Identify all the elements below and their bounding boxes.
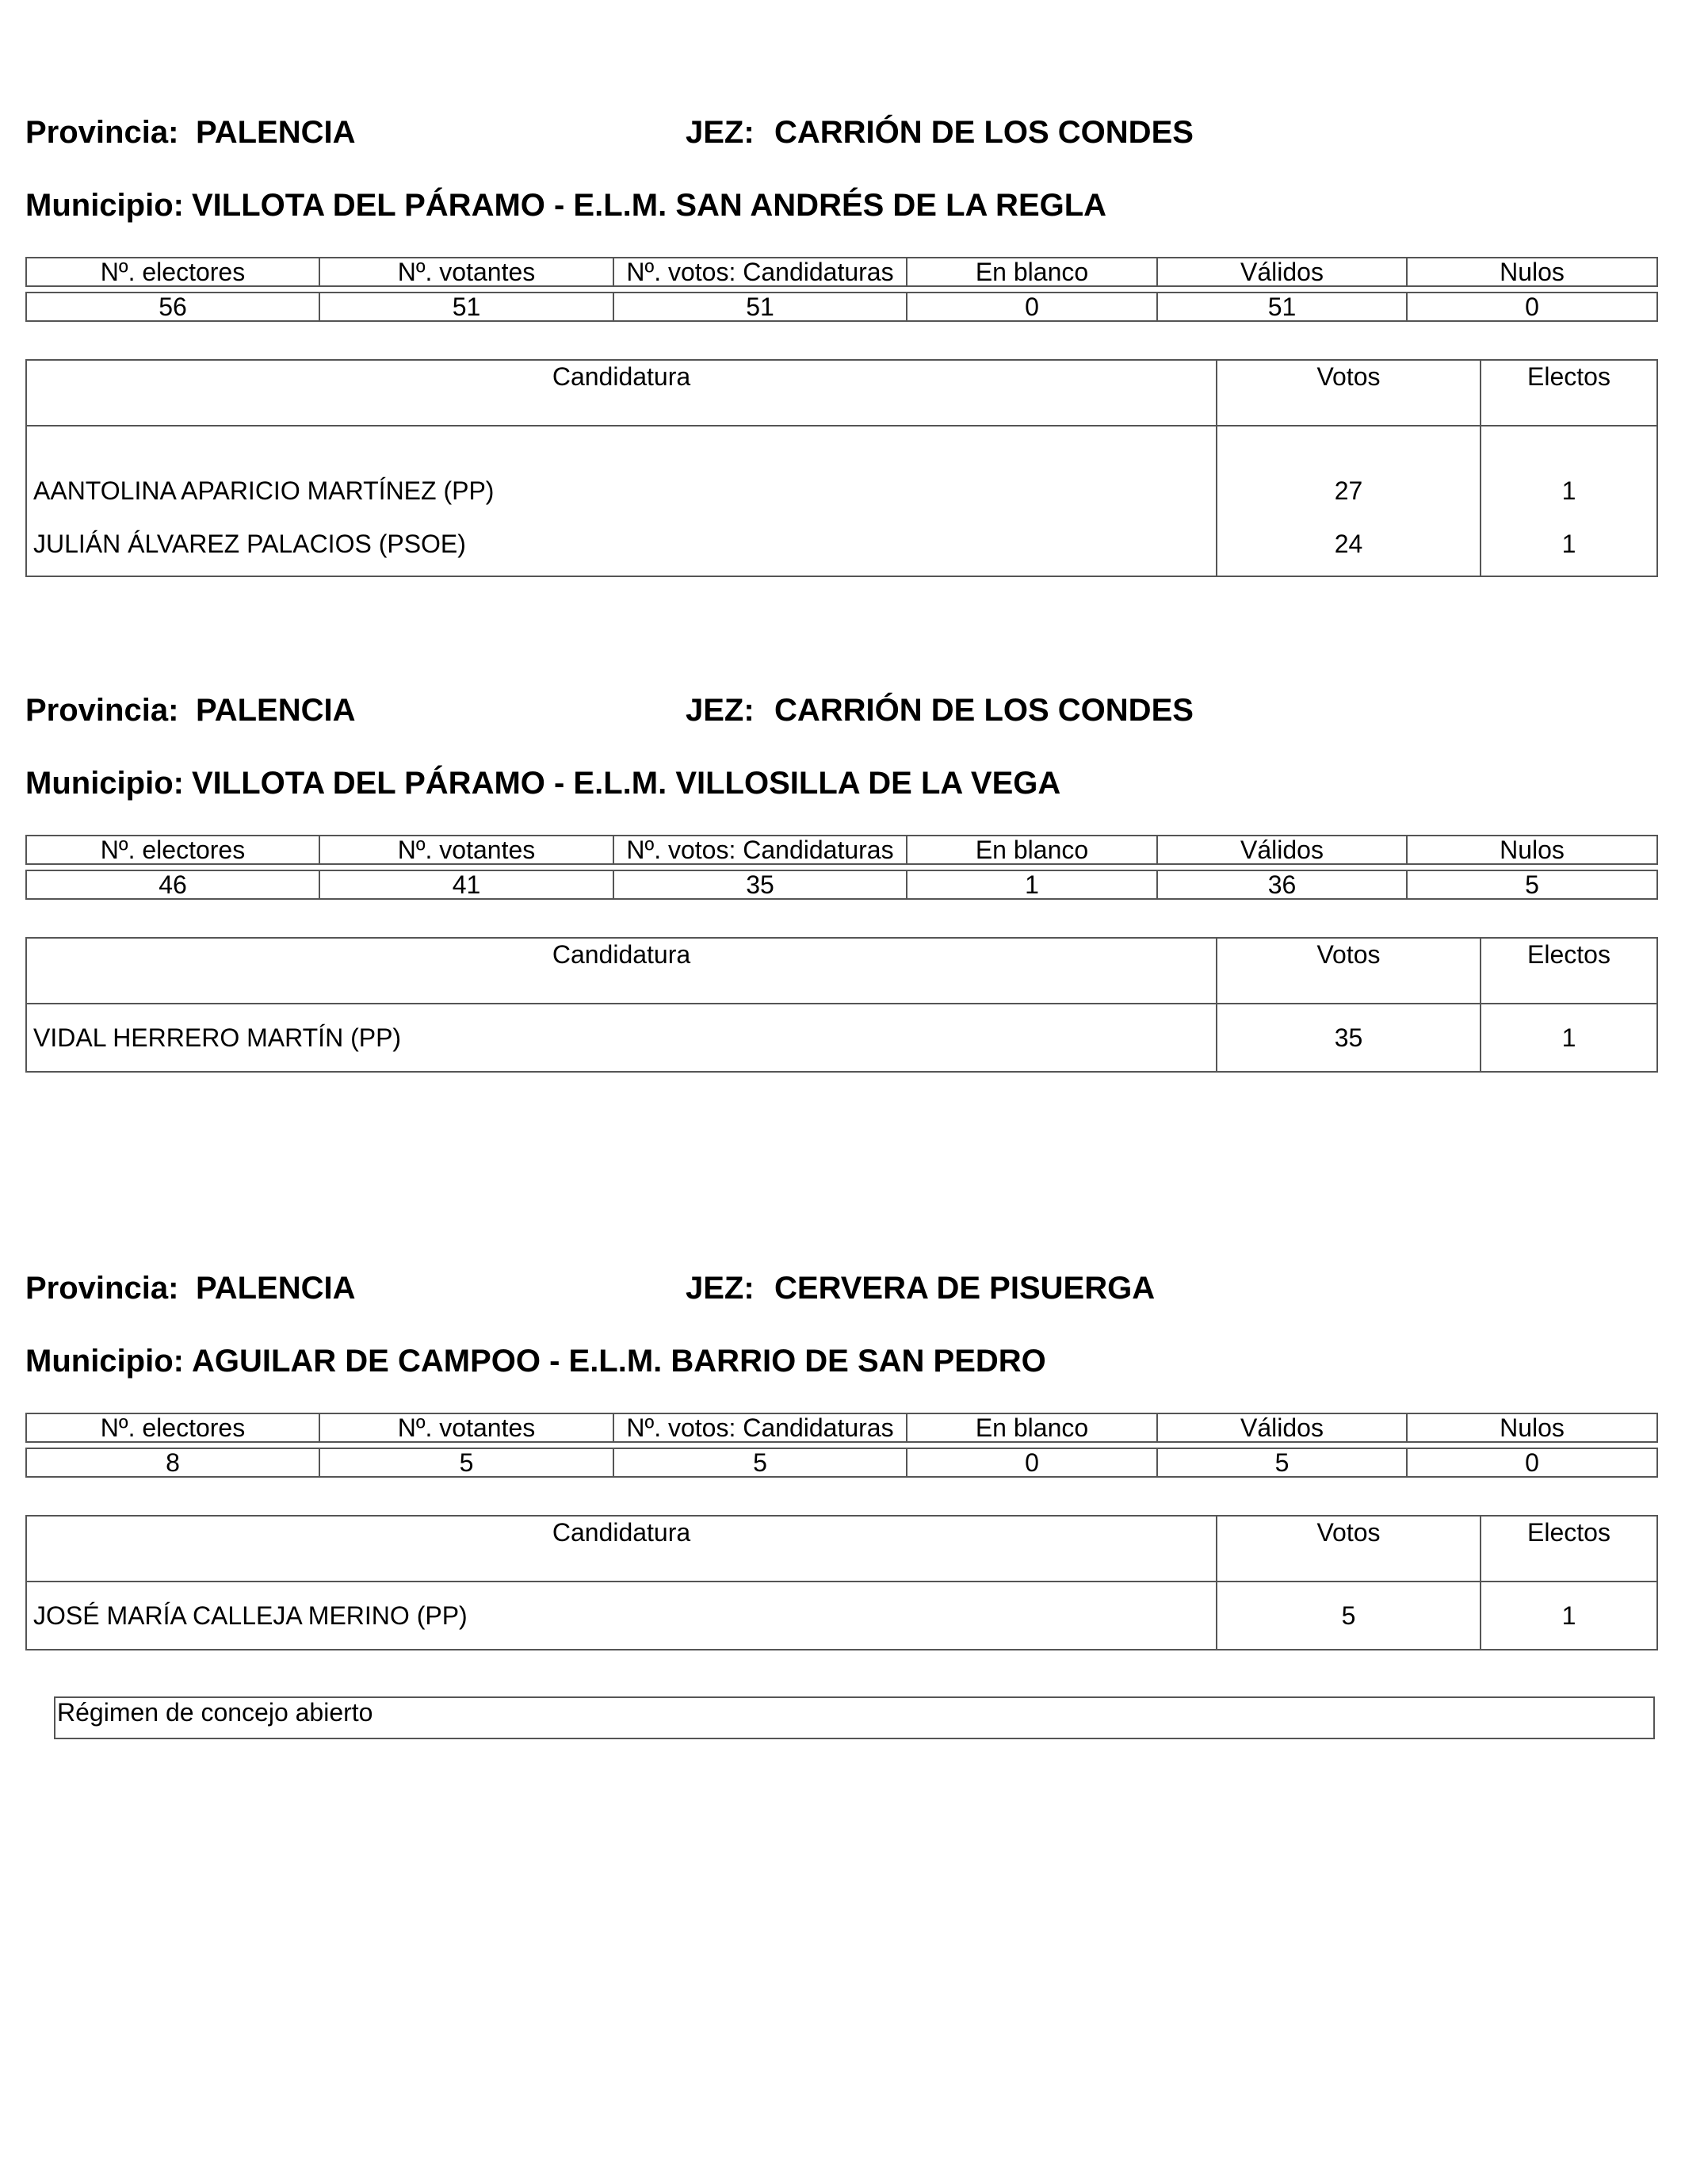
stats-header-row [26,836,1657,864]
header-validos: Válidos [1157,1413,1407,1442]
candidates-header-row [26,1516,1657,1582]
jez-value: CARRIÓN DE LOS CONDES [774,693,1194,728]
header-en-blanco: En blanco [907,258,1157,286]
header-votos-candidaturas: Nº. votos: Candidaturas [613,258,907,286]
stats-header-row [26,1413,1657,1442]
provincia-value: PALENCIA [196,115,356,150]
candidate-row [26,1582,1657,1650]
header-electos: Electos [1481,938,1657,1004]
header-en-blanco: En blanco [907,1413,1157,1442]
candidates-header-row [26,360,1657,426]
header-validos: Válidos [1157,258,1407,286]
municipio-value: AGUILAR DE CAMPOO - E.L.M. BARRIO DE SAN PEDRO [191,1344,1046,1379]
stats-table [25,1413,1658,1478]
header-candidatura: Candidatura [26,938,1217,1004]
provincia-label: Provincia: [25,693,179,728]
header-electos: Electos [1481,360,1657,426]
candidate-votos: 27 [1217,426,1481,512]
header-votos-candidaturas: Nº. votos: Candidaturas [613,836,907,864]
value-validos: 5 [1157,1448,1407,1477]
candidates-table [25,359,1658,577]
candidate-name: AANTOLINA APARICIO MARTÍNEZ (PP) [26,426,1217,512]
value-en-blanco: 0 [907,1448,1157,1477]
candidate-row [26,512,1657,576]
candidates-table [25,1515,1658,1650]
header-votos: Votos [1217,360,1481,426]
municipio-row [25,766,1060,801]
value-nulos: 0 [1407,1448,1657,1477]
candidate-row [26,426,1657,512]
value-nulos: 5 [1407,870,1657,899]
value-votantes: 5 [319,1448,613,1477]
header-votos: Votos [1217,938,1481,1004]
candidate-row [26,1004,1657,1072]
value-votos-candidaturas: 35 [613,870,907,899]
stats-value-row [26,293,1657,321]
provincia-label: Provincia: [25,1271,179,1306]
candidate-name: JULIÁN ÁLVAREZ PALACIOS (PSOE) [26,512,1217,576]
header-electores: Nº. electores [26,1413,319,1442]
value-votos-candidaturas: 5 [613,1448,907,1477]
value-votos-candidaturas: 51 [613,293,907,321]
candidate-electos: 1 [1481,1004,1657,1072]
header-nulos: Nulos [1407,258,1657,286]
value-validos: 51 [1157,293,1407,321]
note-box: Régimen de concejo abierto [54,1696,1655,1739]
header-votantes: Nº. votantes [319,258,613,286]
candidate-votos: 35 [1217,1004,1481,1072]
stats-table [25,835,1658,900]
provincia-value: PALENCIA [196,1271,356,1306]
jez-value: CERVERA DE PISUERGA [774,1271,1156,1306]
candidate-electos: 1 [1481,1582,1657,1650]
value-nulos: 0 [1407,293,1657,321]
header-candidatura: Candidatura [26,1516,1217,1582]
header-votos-candidaturas: Nº. votos: Candidaturas [613,1413,907,1442]
jez-label: JEZ: [686,693,755,728]
stats-value-row [26,1448,1657,1477]
header-electos: Electos [1481,1516,1657,1582]
municipio-value: VILLOTA DEL PÁRAMO - E.L.M. SAN ANDRÉS DE LA REGLA [191,188,1107,223]
header-nulos: Nulos [1407,836,1657,864]
provincia-value: PALENCIA [196,693,356,728]
header-electores: Nº. electores [26,258,319,286]
value-electores: 56 [26,293,319,321]
stats-table [25,257,1658,322]
municipio-label: Municipio: [25,1344,184,1379]
municipio-label: Municipio: [25,188,184,223]
municipio-label: Municipio: [25,766,184,801]
municipio-row [25,188,1106,224]
jez-label: JEZ: [686,115,755,150]
jez-value: CARRIÓN DE LOS CONDES [774,115,1194,150]
provincia-label: Provincia: [25,115,179,150]
candidate-name: JOSÉ MARÍA CALLEJA MERINO (PP) [26,1582,1217,1650]
candidate-votos: 24 [1217,512,1481,576]
municipio-row [25,1344,1046,1379]
value-votantes: 41 [319,870,613,899]
jez-label: JEZ: [686,1271,755,1306]
candidates-header-row [26,938,1657,1004]
header-en-blanco: En blanco [907,836,1157,864]
value-electores: 8 [26,1448,319,1477]
header-validos: Válidos [1157,836,1407,864]
candidate-name: VIDAL HERRERO MARTÍN (PP) [26,1004,1217,1072]
value-electores: 46 [26,870,319,899]
value-en-blanco: 0 [907,293,1157,321]
candidates-table [25,937,1658,1073]
candidate-votos: 5 [1217,1582,1481,1650]
candidate-electos: 1 [1481,512,1657,576]
header-votantes: Nº. votantes [319,836,613,864]
candidate-electos: 1 [1481,426,1657,512]
stats-value-row [26,870,1657,899]
value-votantes: 51 [319,293,613,321]
stats-header-row [26,258,1657,286]
header-votos: Votos [1217,1516,1481,1582]
header-candidatura: Candidatura [26,360,1217,426]
value-validos: 36 [1157,870,1407,899]
municipio-value: VILLOTA DEL PÁRAMO - E.L.M. VILLOSILLA DE LA VEGA [191,766,1061,801]
header-nulos: Nulos [1407,1413,1657,1442]
header-votantes: Nº. votantes [319,1413,613,1442]
value-en-blanco: 1 [907,870,1157,899]
header-electores: Nº. electores [26,836,319,864]
